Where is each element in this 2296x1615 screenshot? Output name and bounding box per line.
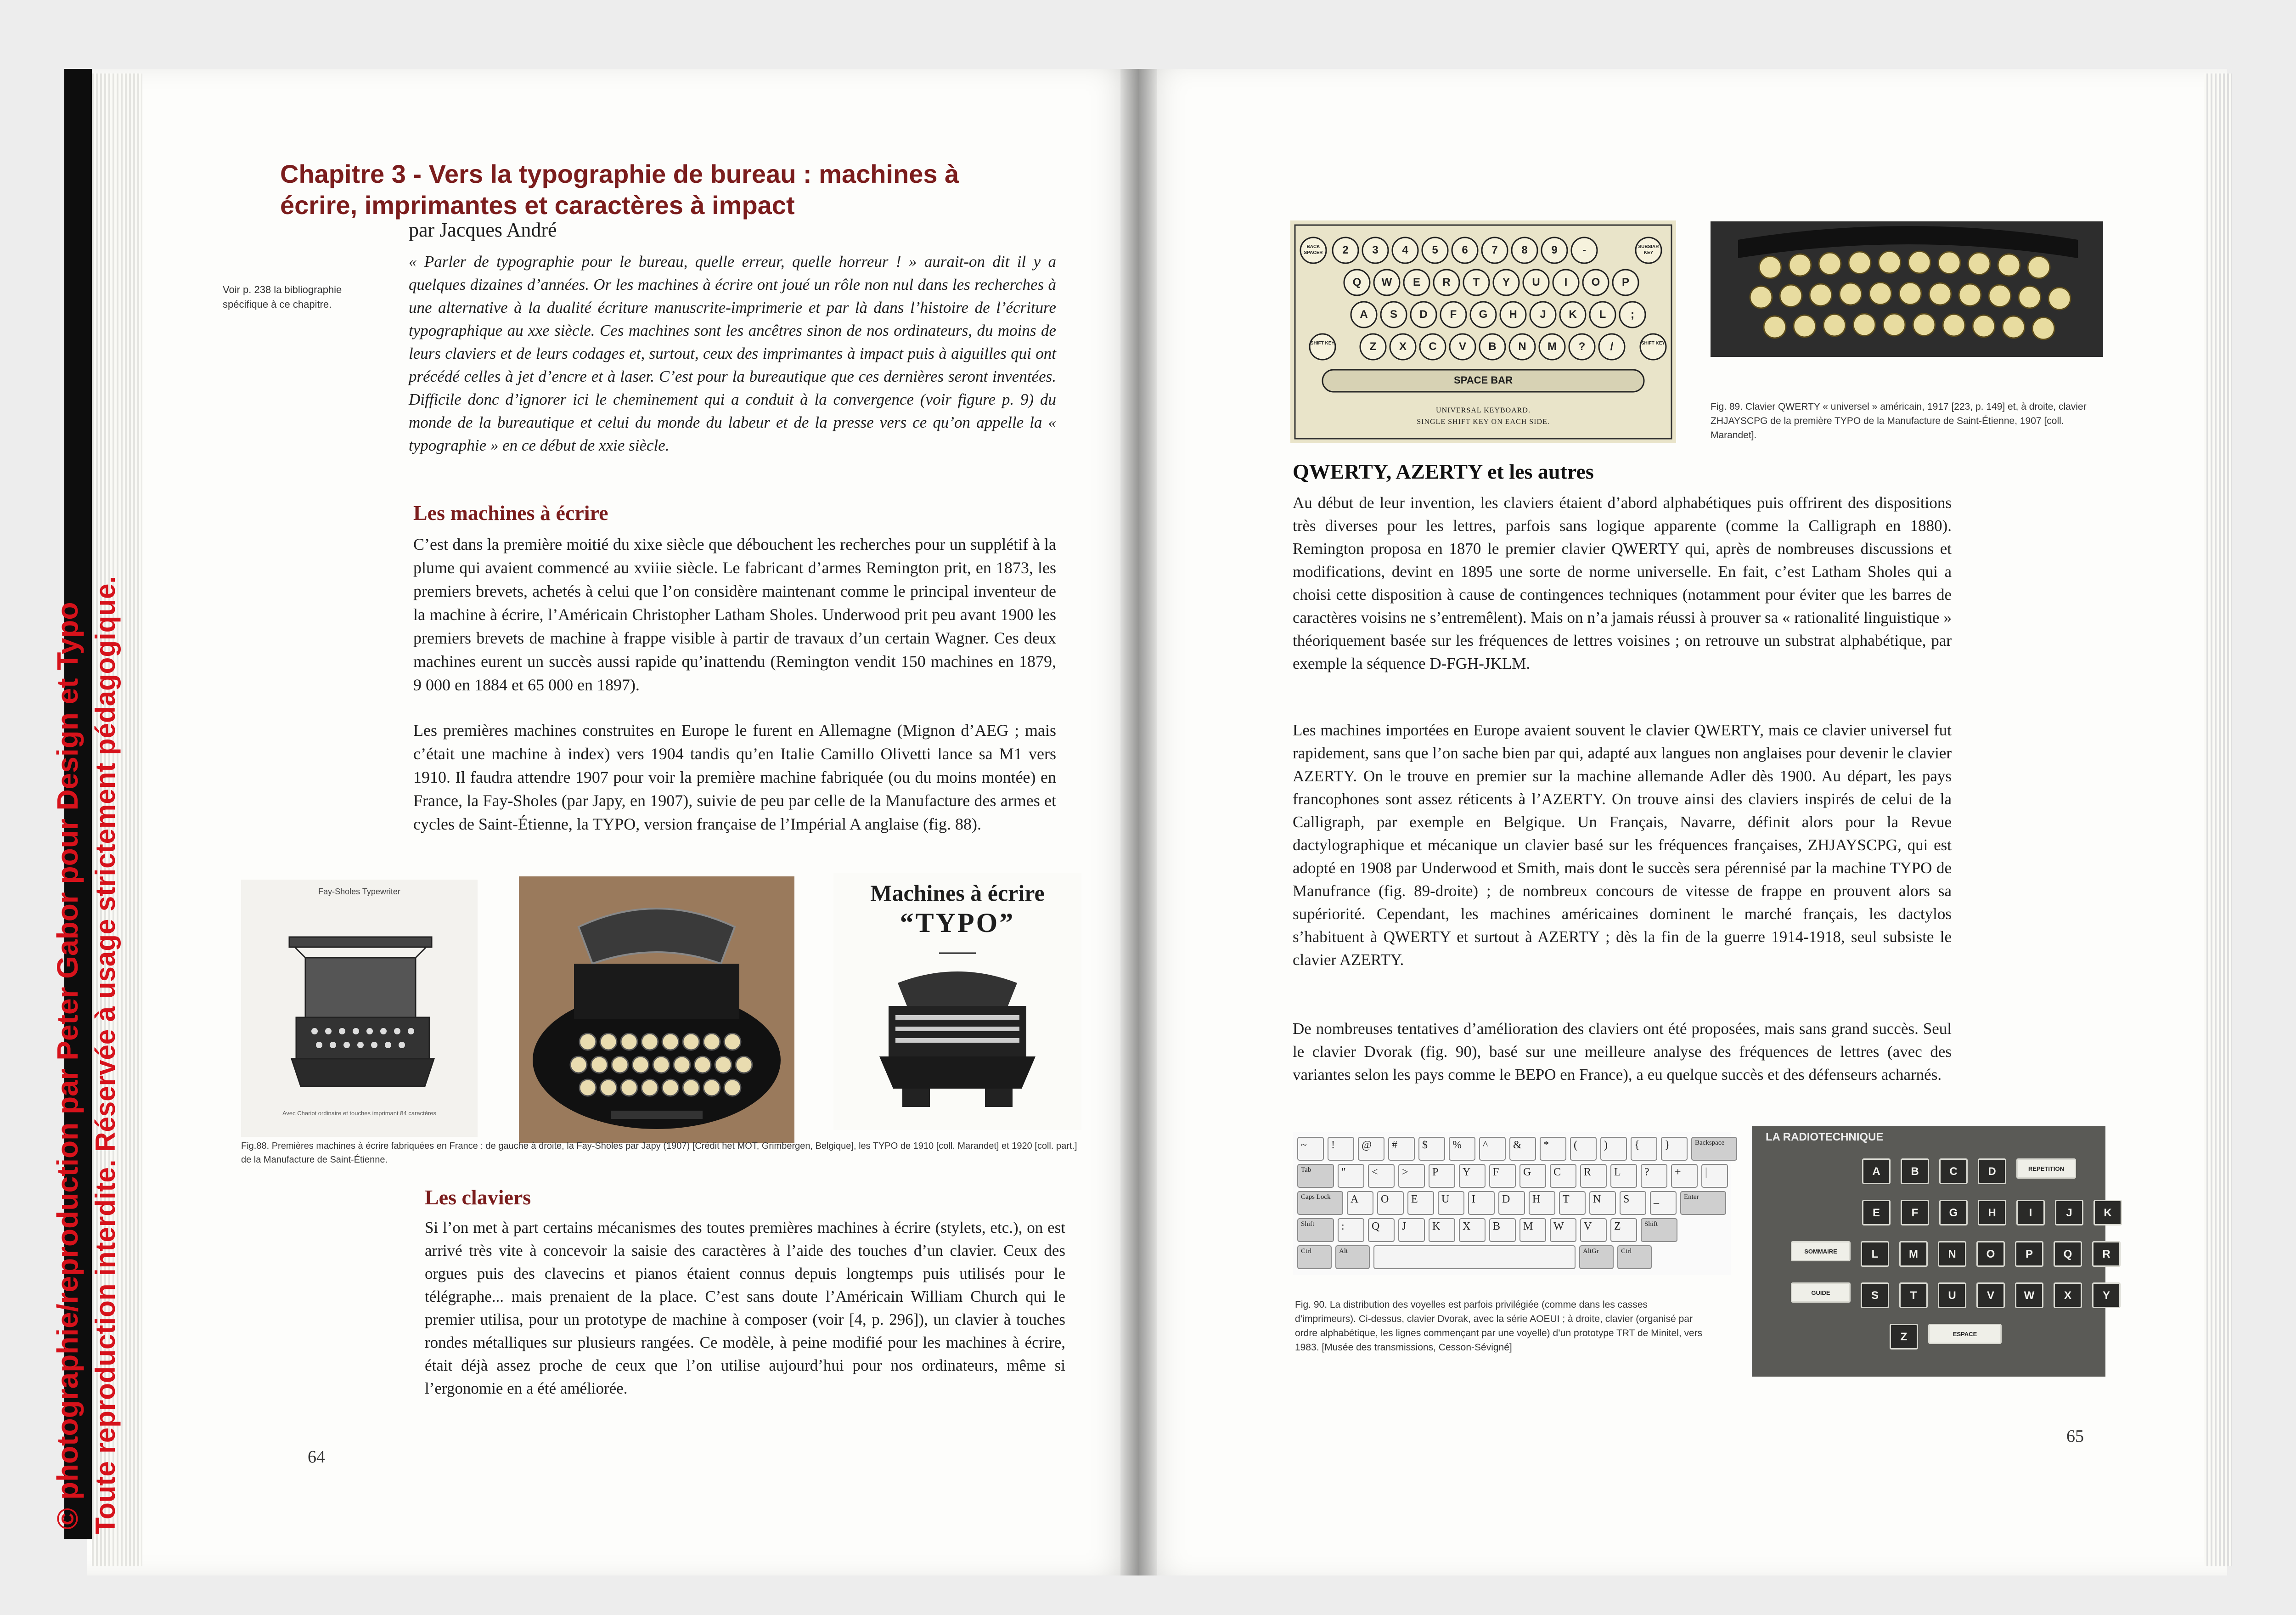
section-qwerty-p2: Les machines importées en Europe avaient souvent le clavier QWERTY, mais ce clavier universel fut rapidement, sans que l’on sache bien par qui, adapté aux langues non anglaises pour devenir le clavier AZERTY. On le trouve en premier sur la machine allemande Adler dès 1900. Au départ, les pays francophones sont assez réticents à l’AZERTY. On trouve ainsi des claviers inspirés de celui de la Calligraph, par exemple en Belgique. Un Français, Navarre, définit alors pour la Revue dactylographique et mécanique un clavier basé sur les fréquences françaises, ZHJAYSCPG, qui est adopté en 1908 par Underwood et Smith, mais dont le succès sera pérennisé par la machine TYPO de Manufrance (fig. 89-droite) ; de nombreux concours de vitesse de frappe en prouvent alors sa supériorité. Cependant, les machines américaines dominent le marché français, les dactylos s’habituent à QWERTY et surtout à AZERTY ; dès la fin de la guerre 1914-1918, seul subsiste le clavier AZERTY. [1293, 721, 1952, 969]
dvorak-key: Caps Lock [1297, 1191, 1343, 1215]
minitel-key: J [2055, 1200, 2083, 1225]
minitel-key: Q [2054, 1241, 2082, 1267]
dvorak-key: W [1550, 1218, 1576, 1242]
minitel-key: L [1861, 1241, 1889, 1267]
keyboard-key: L [1599, 308, 1606, 321]
section-qwerty-p3: De nombreuses tentatives d’amélioration des claviers ont été proposées, mais sans grand succès. Seul le clavier Dvorak (fig. 90), basé sur une meilleure analyse des fréquences de lettres (avec des variantes selon les pays comme le BEPO en France), a eu quelque succès et des défenseurs acharnés. [1293, 1020, 1952, 1084]
keyboard-key: 3 [1372, 244, 1379, 256]
dvorak-key: N [1589, 1191, 1616, 1215]
keyboard-key: W [1381, 276, 1392, 288]
keyboard-key: U [1532, 276, 1540, 288]
keyboard-key: BACK SPACER [1304, 244, 1323, 255]
keyboard-key: K [1569, 308, 1577, 321]
dvorak-key: # [1388, 1137, 1415, 1161]
margin-note: Voir p. 238 la bibliographie spécifique à ce chapitre. [223, 284, 342, 310]
minitel-key: B [1901, 1158, 1929, 1184]
keyboard-key: O [1591, 276, 1600, 288]
keyboard-key: SHIFT KEY [1641, 341, 1666, 346]
minitel-key: Y [2092, 1282, 2121, 1308]
typo-keyboard-photo [1711, 221, 2103, 357]
dvorak-key: $ [1418, 1137, 1445, 1161]
page-stack-edge-right [2204, 73, 2232, 1566]
keyboard-key: D [1419, 308, 1428, 321]
keyboard-key: N [1518, 340, 1526, 353]
dvorak-key: @ [1358, 1137, 1384, 1161]
section-machines-p1: C’est dans la première moitié du xixe siècle que débouchent les recherches pour un supplétif à la plume qui avaient commencé au xviiie siècle. Le fabricant d’armes Remington prit, en 1873, les premiers brevets, achetés à celui que l’on considère maintenant comme le principal inventeur de la machine à écrire, l’Américain Christopher Latham Sholes. Underwood prit peu avant 1900 les premiers brevets de machine à frappe visible à partir de travaux d’un certain Wagner. Ces deux machines eurent un succès aussi rapide qu’inattendu (Remington vendit 150 machines en 1879, 9 000 en 1884 et 65 000 en 1897). [413, 535, 1056, 694]
keyboard-key: SUBSIAR KEY [1638, 244, 1659, 255]
minitel-brand: LA RADIOTECHNIQUE [1766, 1131, 1884, 1143]
dvorak-key: Ctrl [1617, 1245, 1652, 1269]
minitel-key: T [1899, 1282, 1928, 1308]
dvorak-key: % [1449, 1137, 1475, 1161]
dvorak-key: * [1540, 1137, 1566, 1161]
keyboard-key: J [1540, 308, 1546, 321]
keyboard-key: ? [1578, 340, 1586, 353]
dvorak-key: Z [1610, 1218, 1637, 1242]
fig90-caption: Fig. 90. La distribution des voyelles est parfois privilégiée (comme dans les casses d’imprimeurs). Ci-dessus, clavier Dvorak, avec la série AOEUI ; à droite, clavier (organisé par ordre alphabétique, les lignes commençant par une voyelle) d’un prototype TRT de Minitel, vers 1983. [Musée des transmissions, Cesson-Sévigné] [1295, 1299, 1703, 1353]
dvorak-key: ( [1570, 1137, 1597, 1161]
dvorak-key: { [1631, 1137, 1657, 1161]
keyboard-key: 4 [1402, 244, 1408, 256]
keyboard-key: F [1450, 308, 1457, 321]
keyboard-key: T [1473, 276, 1480, 288]
section-claviers-p1: Si l’on met à part certains mécanismes des toutes premières machines à écrire (stylets, etc.), on est arrivé très vite à concevoir la saisie des caractères à l’aide des touches d’un clavier. Ceux des orgues puis des clavecins et pianos étaient connus depuis longtemps puis utilisés pour le télégraphe... mais prenaient de la place. C’est sans doute l’Américain William Church qui le premier utilisa, pour un prototype de machine à composer (voir [4, p. 296]), un clavier à touches rondes métalliques sur plusieurs rangées. Ce modèle, à peine modifié pour les machines à écrire, était déjà assez proche de ceux que l’on utilise aujourd’hui pour nos ordinateurs, même si l’ergonomie en a été améliorée. [425, 1219, 1065, 1397]
dvorak-key: J [1398, 1218, 1425, 1242]
fay-sholes-engraving [241, 880, 478, 1137]
dvorak-key: < [1368, 1164, 1395, 1188]
keyboard-key: 9 [1551, 244, 1558, 256]
keyboard-key: - [1582, 244, 1586, 256]
keyboard-key: 6 [1462, 244, 1468, 256]
dvorak-key: D [1498, 1191, 1525, 1215]
dvorak-key: Shift [1641, 1218, 1677, 1242]
dvorak-key: + [1671, 1164, 1698, 1188]
minitel-key: M [1899, 1241, 1928, 1267]
minitel-key: H [1978, 1200, 2006, 1225]
dvorak-key: G [1519, 1164, 1546, 1188]
minitel-key: D [1978, 1158, 2006, 1184]
advert-title: Machines à écrire [870, 880, 1045, 906]
dvorak-key: ) [1600, 1137, 1627, 1161]
fig89-caption: Fig. 89. Clavier QWERTY « universel » américain, 1917 [223, p. 149] et, à droite, clavier ZHJAYSCPG de la première TYPO de la Manufacture de Saint-Étienne, 1907 [coll. Marandet]. [1711, 401, 2087, 440]
dvorak-key: P [1429, 1164, 1455, 1188]
section-heading-qwerty: QWERTY, AZERTY et les autres [1293, 460, 1594, 483]
dvorak-key: K [1429, 1218, 1455, 1242]
dvorak-key: A [1347, 1191, 1373, 1215]
minitel-key: K [2093, 1200, 2122, 1225]
keyboard-key: Q [1352, 276, 1362, 288]
dvorak-key: I [1468, 1191, 1495, 1215]
watermark-line-1: © photographie/reproduction par Peter Gabor pour Design et Typo [51, 602, 84, 1530]
dvorak-key: X [1459, 1218, 1486, 1242]
section-heading-machines: Les machines à écrire [413, 501, 608, 525]
engraving-caption: Avec Chariot ordinaire et touches imprimant 84 caractères [282, 1110, 437, 1117]
keyboard-key: P [1621, 276, 1629, 288]
minitel-key: N [1938, 1241, 1966, 1267]
dvorak-key: Y [1459, 1164, 1486, 1188]
minitel-key: G [1939, 1200, 1968, 1225]
engraving-title: Fay-Sholes Typewriter [318, 887, 400, 896]
dvorak-keyboard [1293, 1132, 1731, 1275]
section-qwerty-p1: Au début de leur invention, les claviers étaient d’abord alphabétiques puis offrirent des dispositions très diverses pour les lettres, parfois sans logique apparente (comme la Calligraph en 1880). Remington proposa en 1870 le premier clavier QWERTY qui, après de nombreuses discussions et modifications, devint en 1895 une sorte de norme universelle. En fait, c’est Latham Sholes qui a choisi cette disposition à cause de contingences techniques (notamment pour éviter que les barres de caractères voisins ne s’entremêlent). Mais on n’a jamais réussi à prouver sa « rationalité linguistique » théoriquement basée sur les fréquences de lettres voisines ; on retrouve un substrat alphabétique, par exemple la séquence D-FGH-JKLM. [1293, 494, 1952, 672]
dvorak-key: Alt [1335, 1245, 1370, 1269]
dvorak-key: Shift [1297, 1218, 1334, 1242]
chapter-author: par Jacques André [409, 219, 557, 241]
dvorak-key: ^ [1479, 1137, 1506, 1161]
minitel-key: C [1939, 1158, 1968, 1184]
keyboard-key: ; [1631, 308, 1634, 321]
dvorak-key: ~ [1297, 1137, 1324, 1161]
dvorak-key: R [1580, 1164, 1607, 1188]
keyboard-key: M [1548, 340, 1557, 353]
dvorak-key: H [1529, 1191, 1555, 1215]
dvorak-key: | [1701, 1164, 1728, 1188]
keyboard-key: C [1429, 340, 1437, 353]
chapter-intro: « Parler de typographie pour le bureau, quelle erreur, quelle horreur ! » aurait-on dit il y a quelques dizaines d’années. Or les machines à écrire ont joué un rôle non nul dans les recherches à une alternative à la dualité écriture manuscrite-imprimerie et par là dans l’histoire de l’écriture typographique au xxe siècle. Ces machines sont les ancêtres sinon de nos ordinateurs, du moins de leurs claviers et de leurs codages et, surtout, ceux des imprimantes à impact puis à aiguilles qui ont précédé celles à jet d’encre et à laser. C’est pour la bureautique que ces dernières seront inventées. Difficile donc d’ignorer ici le cheminement qui a conduit à la convergence (voir figure p. 9) du monde de la bureautique et celui du monde du labeur et de la presse vers ce qu’on appelle la « typographie » en ce début de xxie siècle. [409, 253, 1056, 454]
dvorak-key: : [1338, 1218, 1364, 1242]
dvorak-key: B [1489, 1218, 1516, 1242]
keyboard-key: B [1488, 340, 1497, 353]
dvorak-key: L [1610, 1164, 1637, 1188]
keyboard-key: / [1610, 340, 1614, 353]
typewriter-engraving-icon [241, 880, 478, 1137]
section-machines-p2: Les premières machines construites en Europe le furent en Allemagne (Mignon d’AEG ; mais c’était une machine à index) vers 1904 tandis qu’en Italie Camillo Olivetti lance sa M1 vers 1910. Il faudra attendre 1907 pour voir la première machine fabriquée (ou du moins montée) en France, la Fay-Sholes (par Japy, en 1907), suivie de peu par celle de la Manufacture des armes et cycles de Saint-Étienne, la TYPO, version française de l’Impérial A anglaise (fig. 88). [413, 721, 1056, 833]
advert-brand: “TYPO” [900, 908, 1015, 938]
dvorak-key: & [1509, 1137, 1536, 1161]
keyboard-label-2: SINGLE SHIFT KEY ON EACH SIDE. [1417, 418, 1550, 426]
fig88-caption: Fig.88. Premières machines à écrire fabriquées en France : de gauche à droite, la Fay-Sholes par Japy (1907) [Crédit het MOT, Grimbergen, Belgique], les TYPO de 1910 [coll. Marandet] et 1920 [coll. part.] de la Manufacture de Saint-Étienne. [241, 1141, 1077, 1165]
minitel-key: W [2015, 1282, 2043, 1308]
page-number-left: 64 [308, 1447, 325, 1467]
chapter-title: Chapitre 3 - Vers la typographie de bureau : machines à écrire, imprimantes et caractères à impact [280, 159, 959, 220]
keyboard-key: 2 [1342, 244, 1349, 256]
dvorak-key: O [1377, 1191, 1404, 1215]
dvorak-key: Ctrl [1297, 1245, 1332, 1269]
dvorak-key: E [1407, 1191, 1434, 1215]
section-heading-claviers: Les claviers [425, 1186, 531, 1209]
keyboard-key: V [1458, 340, 1466, 353]
typewriter-photo-icon [519, 876, 794, 1143]
keyboard-key: 7 [1491, 244, 1498, 256]
minitel-key: E [1862, 1200, 1891, 1225]
typo-advert [833, 873, 1081, 1130]
dvorak-key: M [1519, 1218, 1546, 1242]
dvorak-key: V [1580, 1218, 1607, 1242]
keyboard-key: Z [1369, 340, 1377, 353]
dvorak-key: T [1559, 1191, 1586, 1215]
keyboard-key: R [1442, 276, 1451, 288]
book-gutter [1120, 69, 1157, 1575]
space-bar-label: SPACE BAR [1454, 374, 1513, 386]
minitel-key: U [1938, 1282, 1966, 1308]
dvorak-key: " [1338, 1164, 1364, 1188]
dvorak-key: AltGr [1579, 1245, 1614, 1269]
keyboard-key: A [1360, 308, 1368, 321]
typo-keyboard-icon [1711, 221, 2103, 357]
keyboard-key: 5 [1432, 244, 1438, 256]
dvorak-key: U [1438, 1191, 1464, 1215]
keyboard-key: S [1390, 308, 1397, 321]
keyboard-label-1: UNIVERSAL KEYBOARD. [1436, 407, 1531, 414]
minitel-keyboard-photo [1752, 1126, 2112, 1377]
page-number-right: 65 [2066, 1427, 2084, 1446]
dvorak-key: ? [1641, 1164, 1667, 1188]
minitel-key: I [2016, 1200, 2045, 1225]
watermark-line-2: Toute reproduction interdite. Réservée à usage strictement pédagogique. [90, 576, 121, 1534]
dvorak-key: Enter [1680, 1191, 1726, 1215]
dvorak-key: Backspace [1691, 1137, 1737, 1161]
minitel-key: R [2092, 1241, 2121, 1267]
advert-typewriter-icon [833, 873, 1081, 1130]
dvorak-key: } [1661, 1137, 1688, 1161]
dvorak-key: ! [1328, 1137, 1354, 1161]
minitel-key: ESPACE [1928, 1324, 2002, 1344]
dvorak-key: > [1398, 1164, 1425, 1188]
typo-1910-photo [519, 876, 794, 1143]
minitel-key: SOMMAIRE [1791, 1241, 1851, 1261]
dvorak-key: Q [1368, 1218, 1395, 1242]
minitel-key: F [1901, 1200, 1929, 1225]
keyboard-key: E [1412, 276, 1420, 288]
minitel-key: REPETITION [2016, 1158, 2076, 1179]
keyboard-key: G [1479, 308, 1488, 321]
universal-keyboard-drawing [1290, 220, 1676, 443]
dvorak-key [1373, 1245, 1576, 1269]
keyboard-key: H [1509, 308, 1517, 321]
minitel-key: P [2015, 1241, 2043, 1267]
keyboard-key: Y [1502, 276, 1510, 288]
minitel-key: V [1976, 1282, 2005, 1308]
minitel-key: S [1861, 1282, 1889, 1308]
minitel-key: GUIDE [1791, 1282, 1851, 1303]
minitel-key: A [1862, 1158, 1891, 1184]
dvorak-key: _ [1650, 1191, 1677, 1215]
dvorak-key: C [1550, 1164, 1576, 1188]
keyboard-key: I [1564, 276, 1568, 288]
minitel-key: Z [1890, 1324, 1918, 1350]
dvorak-key: Tab [1297, 1164, 1334, 1188]
minitel-key: O [1976, 1241, 2005, 1267]
dvorak-key: F [1489, 1164, 1516, 1188]
keyboard-key: X [1399, 340, 1407, 353]
dvorak-key: S [1620, 1191, 1646, 1215]
keyboard-key: SHIFT KEY [1310, 341, 1335, 346]
minitel-key: X [2054, 1282, 2082, 1308]
keyboard-key: 8 [1521, 244, 1528, 256]
